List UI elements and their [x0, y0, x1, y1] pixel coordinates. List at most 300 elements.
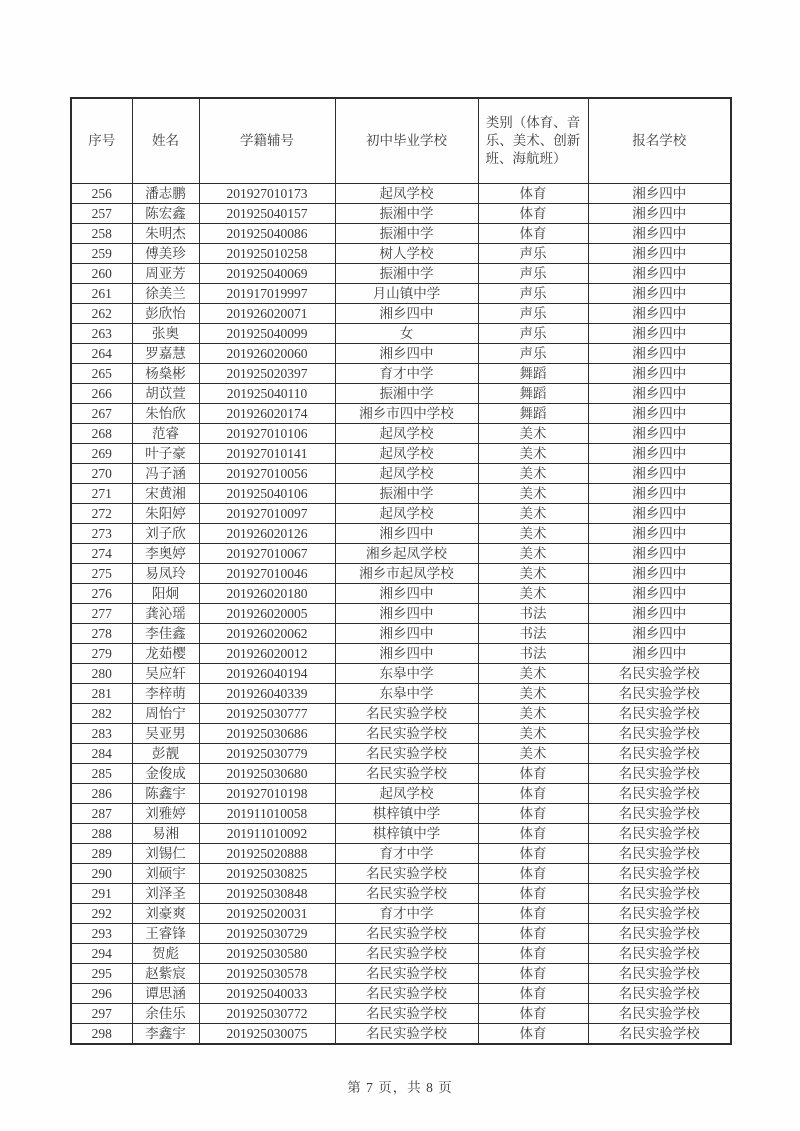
serial-cell: 295	[71, 964, 132, 984]
category-cell: 美术	[478, 584, 588, 604]
serial-cell: 287	[71, 804, 132, 824]
table-row	[71, 264, 731, 284]
category-cell: 美术	[478, 484, 588, 504]
serial-cell: 282	[71, 704, 132, 724]
target-school-cell: 湘乡四中	[588, 184, 731, 204]
table-row	[71, 724, 731, 744]
target-school-cell: 名民实验学校	[588, 924, 731, 944]
middle-school-cell: 名民实验学校	[335, 744, 478, 764]
name-cell: 谭思涵	[132, 984, 199, 1004]
student-id-cell: 201925040069	[199, 264, 335, 284]
table-row	[71, 464, 731, 484]
student-id-cell: 201925040106	[199, 484, 335, 504]
target-school-cell: 湘乡四中	[588, 264, 731, 284]
serial-cell: 265	[71, 364, 132, 384]
target-school-cell: 湘乡四中	[588, 244, 731, 264]
target-school-cell: 湘乡四中	[588, 464, 731, 484]
middle-school-cell: 振湘中学	[335, 204, 478, 224]
middle-school-cell: 起凤学校	[335, 444, 478, 464]
table-row	[71, 704, 731, 724]
name-cell: 阳炯	[132, 584, 199, 604]
serial-cell: 258	[71, 224, 132, 244]
student-id-cell: 201925030777	[199, 704, 335, 724]
middle-school-cell: 名民实验学校	[335, 944, 478, 964]
category-cell: 体育	[478, 204, 588, 224]
header-category: 类别（体育、音乐、美术、创新班、海航班）	[478, 98, 588, 184]
middle-school-cell: 名民实验学校	[335, 884, 478, 904]
middle-school-cell: 湘乡市四中学校	[335, 404, 478, 424]
category-cell: 美术	[478, 444, 588, 464]
serial-cell: 291	[71, 884, 132, 904]
name-cell: 周怡宁	[132, 704, 199, 724]
name-cell: 刘锡仁	[132, 844, 199, 864]
target-school-cell: 名民实验学校	[588, 1024, 731, 1045]
student-roster-table	[70, 97, 732, 1045]
serial-cell: 262	[71, 304, 132, 324]
target-school-cell: 湘乡四中	[588, 444, 731, 464]
student-id-cell: 201927010141	[199, 444, 335, 464]
name-cell: 吴应轩	[132, 664, 199, 684]
category-cell: 体育	[478, 904, 588, 924]
middle-school-cell: 湘乡四中	[335, 584, 478, 604]
serial-cell: 279	[71, 644, 132, 664]
middle-school-cell: 湘乡四中	[335, 624, 478, 644]
category-cell: 体育	[478, 964, 588, 984]
table-row	[71, 964, 731, 984]
category-cell: 声乐	[478, 304, 588, 324]
name-cell: 彭欣怡	[132, 304, 199, 324]
middle-school-cell: 起凤学校	[335, 784, 478, 804]
header-name: 姓名	[132, 98, 199, 184]
name-cell: 傅美珍	[132, 244, 199, 264]
name-cell: 王睿锋	[132, 924, 199, 944]
header-middle-school: 初中毕业学校	[335, 98, 478, 184]
name-cell: 冯子涵	[132, 464, 199, 484]
middle-school-cell: 湘乡四中	[335, 604, 478, 624]
serial-cell: 270	[71, 464, 132, 484]
target-school-cell: 湘乡四中	[588, 224, 731, 244]
student-id-cell: 201926020005	[199, 604, 335, 624]
student-id-cell: 201925030729	[199, 924, 335, 944]
category-cell: 体育	[478, 924, 588, 944]
serial-cell: 284	[71, 744, 132, 764]
serial-cell: 289	[71, 844, 132, 864]
name-cell: 李奥婷	[132, 544, 199, 564]
table-row	[71, 864, 731, 884]
category-cell: 美术	[478, 664, 588, 684]
header-target-school: 报名学校	[588, 98, 731, 184]
middle-school-cell: 起凤学校	[335, 424, 478, 444]
table-row	[71, 824, 731, 844]
middle-school-cell: 名民实验学校	[335, 1004, 478, 1024]
table-row	[71, 504, 731, 524]
table-row	[71, 984, 731, 1004]
category-cell: 体育	[478, 884, 588, 904]
page-number-footer: 第 7 页，共 8 页	[347, 1080, 453, 1095]
name-cell: 赵紫宸	[132, 964, 199, 984]
name-cell: 徐美兰	[132, 284, 199, 304]
target-school-cell: 湘乡四中	[588, 584, 731, 604]
table-row	[71, 284, 731, 304]
table-row	[71, 944, 731, 964]
target-school-cell: 湘乡四中	[588, 324, 731, 344]
serial-cell: 280	[71, 664, 132, 684]
target-school-cell: 名民实验学校	[588, 904, 731, 924]
middle-school-cell: 振湘中学	[335, 224, 478, 244]
middle-school-cell: 名民实验学校	[335, 1024, 478, 1045]
serial-cell: 257	[71, 204, 132, 224]
serial-cell: 285	[71, 764, 132, 784]
name-cell: 张奥	[132, 324, 199, 344]
table-row	[71, 524, 731, 544]
target-school-cell: 湘乡四中	[588, 484, 731, 504]
category-cell: 美术	[478, 424, 588, 444]
name-cell: 易凤玲	[132, 564, 199, 584]
target-school-cell: 名民实验学校	[588, 784, 731, 804]
name-cell: 刘硕宇	[132, 864, 199, 884]
student-id-cell: 201925040110	[199, 384, 335, 404]
name-cell: 朱阳婷	[132, 504, 199, 524]
target-school-cell: 湘乡四中	[588, 344, 731, 364]
target-school-cell: 名民实验学校	[588, 964, 731, 984]
category-cell: 舞蹈	[478, 404, 588, 424]
name-cell: 李梓萌	[132, 684, 199, 704]
middle-school-cell: 振湘中学	[335, 264, 478, 284]
table-row	[71, 484, 731, 504]
category-cell: 声乐	[478, 244, 588, 264]
student-id-cell: 201927010067	[199, 544, 335, 564]
middle-school-cell: 名民实验学校	[335, 984, 478, 1004]
serial-cell: 294	[71, 944, 132, 964]
student-id-cell: 201927010097	[199, 504, 335, 524]
category-cell: 体育	[478, 824, 588, 844]
category-cell: 美术	[478, 564, 588, 584]
middle-school-cell: 东皋中学	[335, 684, 478, 704]
target-school-cell: 湘乡四中	[588, 424, 731, 444]
middle-school-cell: 月山镇中学	[335, 284, 478, 304]
target-school-cell: 湘乡四中	[588, 504, 731, 524]
student-id-cell: 201925030686	[199, 724, 335, 744]
category-cell: 美术	[478, 504, 588, 524]
name-cell: 易湘	[132, 824, 199, 844]
name-cell: 贺彪	[132, 944, 199, 964]
name-cell: 朱怡欣	[132, 404, 199, 424]
name-cell: 刘豪爽	[132, 904, 199, 924]
serial-cell: 288	[71, 824, 132, 844]
serial-cell: 275	[71, 564, 132, 584]
serial-cell: 267	[71, 404, 132, 424]
category-cell: 体育	[478, 944, 588, 964]
serial-cell: 263	[71, 324, 132, 344]
table-row	[71, 904, 731, 924]
table-row	[71, 224, 731, 244]
serial-cell: 260	[71, 264, 132, 284]
name-cell: 范睿	[132, 424, 199, 444]
target-school-cell: 名民实验学校	[588, 984, 731, 1004]
target-school-cell: 名民实验学校	[588, 884, 731, 904]
category-cell: 体育	[478, 224, 588, 244]
category-cell: 美术	[478, 724, 588, 744]
target-school-cell: 名民实验学校	[588, 844, 731, 864]
table-body	[71, 184, 731, 1045]
middle-school-cell: 湘乡四中	[335, 304, 478, 324]
serial-cell: 272	[71, 504, 132, 524]
table-row	[71, 784, 731, 804]
table-row	[71, 924, 731, 944]
serial-cell: 261	[71, 284, 132, 304]
serial-cell: 298	[71, 1024, 132, 1045]
serial-cell: 273	[71, 524, 132, 544]
student-id-cell: 201927010173	[199, 184, 335, 204]
table-row	[71, 204, 731, 224]
middle-school-cell: 名民实验学校	[335, 864, 478, 884]
serial-cell: 256	[71, 184, 132, 204]
category-cell: 体育	[478, 184, 588, 204]
serial-cell: 274	[71, 544, 132, 564]
category-cell: 美术	[478, 744, 588, 764]
middle-school-cell: 名民实验学校	[335, 724, 478, 744]
table-row	[71, 664, 731, 684]
name-cell: 龙茹樱	[132, 644, 199, 664]
table-row	[71, 1004, 731, 1024]
serial-cell: 292	[71, 904, 132, 924]
table-row	[71, 884, 731, 904]
middle-school-cell: 东皋中学	[335, 664, 478, 684]
table-row	[71, 304, 731, 324]
middle-school-cell: 育才中学	[335, 904, 478, 924]
table-row	[71, 244, 731, 264]
middle-school-cell: 振湘中学	[335, 384, 478, 404]
middle-school-cell: 湘乡四中	[335, 344, 478, 364]
table-row	[71, 344, 731, 364]
middle-school-cell: 名民实验学校	[335, 964, 478, 984]
header-row	[71, 98, 731, 184]
category-cell: 体育	[478, 1024, 588, 1045]
category-cell: 声乐	[478, 284, 588, 304]
target-school-cell: 名民实验学校	[588, 804, 731, 824]
serial-cell: 276	[71, 584, 132, 604]
student-id-cell: 201925030578	[199, 964, 335, 984]
target-school-cell: 名民实验学校	[588, 764, 731, 784]
table-row	[71, 184, 731, 204]
target-school-cell: 名民实验学校	[588, 744, 731, 764]
middle-school-cell: 名民实验学校	[335, 924, 478, 944]
category-cell: 舞蹈	[478, 384, 588, 404]
name-cell: 刘子欣	[132, 524, 199, 544]
category-cell: 美术	[478, 464, 588, 484]
category-cell: 舞蹈	[478, 364, 588, 384]
category-cell: 声乐	[478, 344, 588, 364]
target-school-cell: 湘乡四中	[588, 524, 731, 544]
middle-school-cell: 育才中学	[335, 844, 478, 864]
table-row	[71, 844, 731, 864]
name-cell: 余佳乐	[132, 1004, 199, 1024]
category-cell: 美术	[478, 684, 588, 704]
middle-school-cell: 名民实验学校	[335, 704, 478, 724]
target-school-cell: 湘乡四中	[588, 544, 731, 564]
target-school-cell: 湘乡四中	[588, 204, 731, 224]
student-id-cell: 201927010198	[199, 784, 335, 804]
serial-cell: 283	[71, 724, 132, 744]
name-cell: 陈宏鑫	[132, 204, 199, 224]
target-school-cell: 名民实验学校	[588, 944, 731, 964]
student-id-cell: 201925030825	[199, 864, 335, 884]
table-row	[71, 1024, 731, 1045]
serial-cell: 278	[71, 624, 132, 644]
target-school-cell: 湘乡四中	[588, 404, 731, 424]
student-id-cell: 201925020888	[199, 844, 335, 864]
student-id-cell: 201927010056	[199, 464, 335, 484]
header-serial: 序号	[71, 98, 132, 184]
category-cell: 体育	[478, 804, 588, 824]
student-id-cell: 201927010046	[199, 564, 335, 584]
serial-cell: 259	[71, 244, 132, 264]
category-cell: 体育	[478, 984, 588, 1004]
student-id-cell: 201925030772	[199, 1004, 335, 1024]
student-id-cell: 201925020397	[199, 364, 335, 384]
serial-cell: 290	[71, 864, 132, 884]
table-row	[71, 564, 731, 584]
serial-cell: 281	[71, 684, 132, 704]
middle-school-cell: 湘乡市起凤学校	[335, 564, 478, 584]
student-id-cell: 201926020012	[199, 644, 335, 664]
serial-cell: 286	[71, 784, 132, 804]
target-school-cell: 湘乡四中	[588, 284, 731, 304]
table-header	[71, 98, 731, 184]
student-id-cell: 201926040339	[199, 684, 335, 704]
student-id-cell: 201926020180	[199, 584, 335, 604]
category-cell: 美术	[478, 544, 588, 564]
middle-school-cell: 女	[335, 324, 478, 344]
middle-school-cell: 起凤学校	[335, 504, 478, 524]
name-cell: 吴亚男	[132, 724, 199, 744]
middle-school-cell: 湘乡四中	[335, 644, 478, 664]
serial-cell: 264	[71, 344, 132, 364]
student-id-cell: 201925040086	[199, 224, 335, 244]
name-cell: 刘雅婷	[132, 804, 199, 824]
table-row	[71, 644, 731, 664]
student-id-cell: 201925040157	[199, 204, 335, 224]
serial-cell: 293	[71, 924, 132, 944]
table-row	[71, 544, 731, 564]
student-id-cell: 201925040099	[199, 324, 335, 344]
middle-school-cell: 湘乡四中	[335, 524, 478, 544]
student-id-cell: 201926020126	[199, 524, 335, 544]
table-row	[71, 424, 731, 444]
category-cell: 声乐	[478, 324, 588, 344]
student-id-cell: 201926020071	[199, 304, 335, 324]
middle-school-cell: 棋梓镇中学	[335, 824, 478, 844]
table-row	[71, 444, 731, 464]
category-cell: 美术	[478, 704, 588, 724]
name-cell: 潘志鹏	[132, 184, 199, 204]
category-cell: 美术	[478, 524, 588, 544]
student-id-cell: 201925020031	[199, 904, 335, 924]
student-id-cell: 201911010058	[199, 804, 335, 824]
student-id-cell: 201926040194	[199, 664, 335, 684]
student-id-cell: 201925030779	[199, 744, 335, 764]
middle-school-cell: 振湘中学	[335, 484, 478, 504]
name-cell: 李鑫宇	[132, 1024, 199, 1045]
category-cell: 书法	[478, 604, 588, 624]
name-cell: 叶子豪	[132, 444, 199, 464]
middle-school-cell: 起凤学校	[335, 464, 478, 484]
table-row	[71, 744, 731, 764]
student-id-cell: 201911010092	[199, 824, 335, 844]
middle-school-cell: 起凤学校	[335, 184, 478, 204]
name-cell: 李佳鑫	[132, 624, 199, 644]
category-cell: 书法	[478, 644, 588, 664]
category-cell: 体育	[478, 784, 588, 804]
name-cell: 龚沁瑶	[132, 604, 199, 624]
name-cell: 彭靓	[132, 744, 199, 764]
name-cell: 金俊成	[132, 764, 199, 784]
table-row	[71, 324, 731, 344]
table-row	[71, 604, 731, 624]
student-id-cell: 201926020060	[199, 344, 335, 364]
middle-school-cell: 名民实验学校	[335, 764, 478, 784]
target-school-cell: 湘乡四中	[588, 564, 731, 584]
target-school-cell: 名民实验学校	[588, 664, 731, 684]
student-id-cell: 201926020062	[199, 624, 335, 644]
serial-cell: 266	[71, 384, 132, 404]
name-cell: 朱明杰	[132, 224, 199, 244]
target-school-cell: 湘乡四中	[588, 384, 731, 404]
table-row	[71, 764, 731, 784]
middle-school-cell: 育才中学	[335, 364, 478, 384]
name-cell: 周亚芳	[132, 264, 199, 284]
header-student-id: 学籍辅号	[199, 98, 335, 184]
serial-cell: 277	[71, 604, 132, 624]
student-id-cell: 201925030680	[199, 764, 335, 784]
target-school-cell: 湘乡四中	[588, 604, 731, 624]
table-row	[71, 624, 731, 644]
target-school-cell: 名民实验学校	[588, 824, 731, 844]
target-school-cell: 湘乡四中	[588, 644, 731, 664]
category-cell: 书法	[478, 624, 588, 644]
category-cell: 体育	[478, 1004, 588, 1024]
target-school-cell: 名民实验学校	[588, 684, 731, 704]
target-school-cell: 名民实验学校	[588, 864, 731, 884]
category-cell: 声乐	[478, 264, 588, 284]
serial-cell: 268	[71, 424, 132, 444]
student-id-cell: 201927010106	[199, 424, 335, 444]
target-school-cell: 湘乡四中	[588, 304, 731, 324]
student-id-cell: 201925010258	[199, 244, 335, 264]
serial-cell: 271	[71, 484, 132, 504]
name-cell: 杨燊彬	[132, 364, 199, 384]
name-cell: 胡苡萱	[132, 384, 199, 404]
target-school-cell: 名民实验学校	[588, 704, 731, 724]
target-school-cell: 名民实验学校	[588, 724, 731, 744]
category-cell: 体育	[478, 844, 588, 864]
student-id-cell: 201925030848	[199, 884, 335, 904]
table-row	[71, 404, 731, 424]
table-row	[71, 384, 731, 404]
table-row	[71, 584, 731, 604]
target-school-cell: 名民实验学校	[588, 1004, 731, 1024]
middle-school-cell: 棋梓镇中学	[335, 804, 478, 824]
category-cell: 体育	[478, 864, 588, 884]
middle-school-cell: 湘乡起凤学校	[335, 544, 478, 564]
table-row	[71, 684, 731, 704]
name-cell: 陈鑫宇	[132, 784, 199, 804]
name-cell: 刘泽圣	[132, 884, 199, 904]
student-id-cell: 201917019997	[199, 284, 335, 304]
serial-cell: 297	[71, 1004, 132, 1024]
student-id-cell: 201925040033	[199, 984, 335, 1004]
table-row	[71, 804, 731, 824]
